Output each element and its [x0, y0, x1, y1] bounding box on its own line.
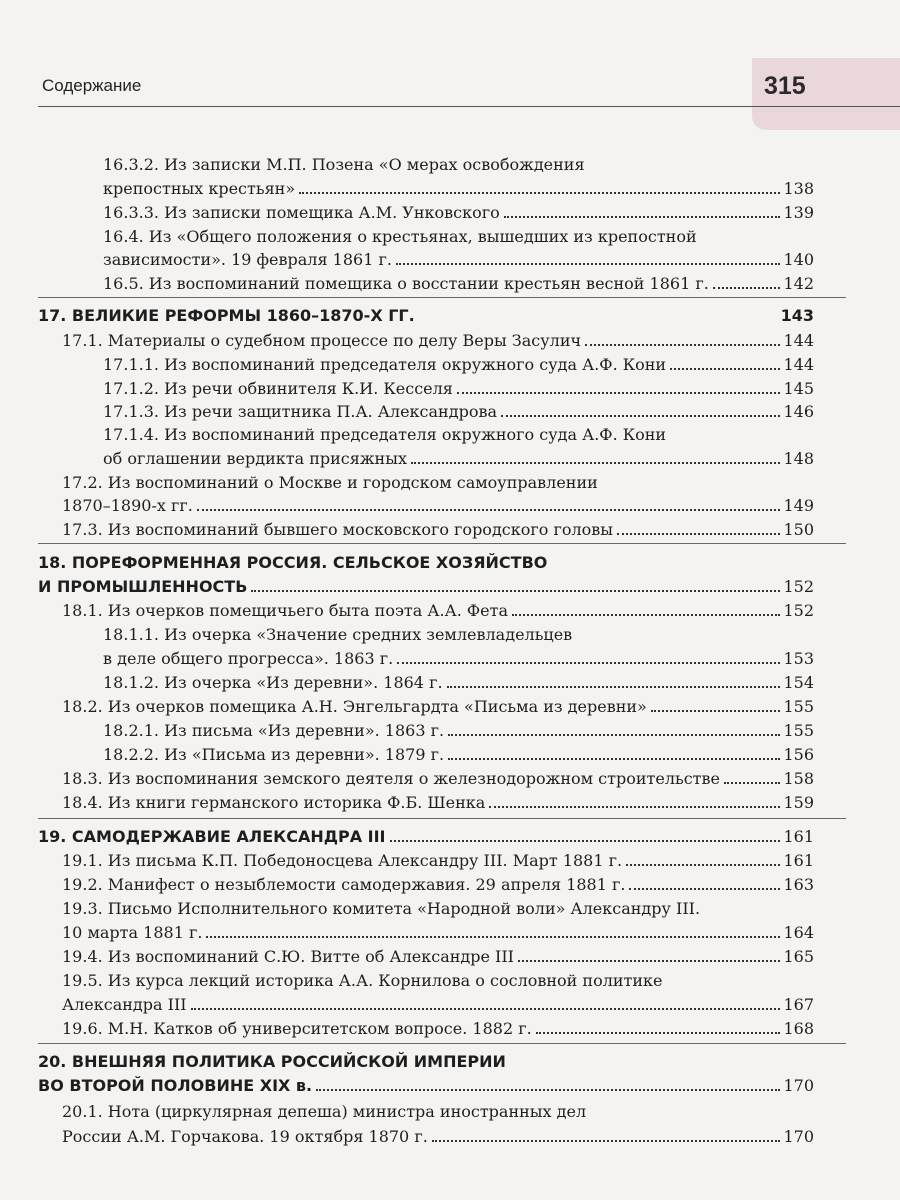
dot-leader — [206, 936, 780, 938]
section-title: ВО ВТОРОЙ ПОЛОВИНЕ XIX в. — [38, 1076, 313, 1095]
toc-page-number: 143 — [780, 306, 814, 325]
toc-entry[interactable] — [62, 519, 814, 541]
dot-leader — [489, 806, 780, 808]
toc-entry-text: 20.1. Нота (циркулярная депеша) министра иностранных дел — [62, 1102, 587, 1121]
dot-leader — [448, 734, 780, 736]
dot-leader — [713, 287, 781, 289]
dot-leader — [316, 1089, 780, 1091]
toc-entry[interactable] — [62, 1126, 814, 1148]
toc-entry[interactable] — [62, 922, 814, 944]
toc-entry-text: 18.1.2. Из очерка «Из деревни». 1864 г. — [103, 673, 443, 692]
toc-entry-text: 18.4. Из книги германского историка Ф.Б. Шенка — [62, 793, 486, 812]
section-divider — [38, 543, 846, 544]
dot-leader — [197, 509, 781, 511]
toc-page-number: 168 — [783, 1019, 814, 1038]
dot-leader — [419, 319, 778, 321]
dot-leader — [448, 758, 780, 760]
toc-page-number: 167 — [783, 995, 814, 1014]
toc-entry-text: 19.3. Письмо Исполнительного комитета «Народной воли» Александру III. — [62, 899, 701, 918]
toc-page-number: 152 — [783, 577, 814, 596]
toc-entry[interactable] — [103, 178, 814, 200]
dot-leader — [512, 614, 780, 616]
toc-entry-text: 17.1.4. Из воспоминаний председателя окружного суда А.Ф. Кони — [103, 425, 667, 444]
toc-page-number: 159 — [783, 793, 814, 812]
dot-leader — [629, 888, 780, 890]
dot-leader — [518, 960, 780, 962]
toc-page-number: 140 — [783, 250, 814, 269]
toc-entry-text: 16.3.2. Из записки М.П. Позена «О мерах освобождения — [103, 155, 585, 174]
toc-page-number: 156 — [783, 745, 814, 764]
dot-leader — [626, 864, 780, 866]
section-title: 20. ВНЕШНЯЯ ПОЛИТИКА РОССИЙСКОЙ ИМПЕРИИ — [38, 1052, 506, 1071]
section-title: 18. ПОРЕФОРМЕННАЯ РОССИЯ. СЕЛЬСКОЕ ХОЗЯЙСТВО — [38, 553, 548, 572]
toc-section-heading[interactable] — [38, 1075, 814, 1097]
toc-entry-text: 18.1. Из очерков помещичьего быта поэта А.А. Фета — [62, 601, 509, 620]
toc-entry-text: 17.1.1. Из воспоминаний председателя окружного суда А.Ф. Кони — [103, 355, 667, 374]
dot-leader — [396, 263, 781, 265]
toc-entry[interactable] — [103, 720, 814, 742]
toc-entry[interactable] — [103, 448, 814, 470]
toc-entry[interactable] — [62, 874, 814, 896]
toc-page-number: 158 — [783, 769, 814, 788]
dot-leader — [299, 192, 780, 194]
toc-page-number: 144 — [783, 331, 814, 350]
toc-entry-text: 16.5. Из воспоминаний помещика о восстании крестьян весной 1861 г. — [103, 274, 709, 293]
toc-page-number: 144 — [783, 355, 814, 374]
dot-leader — [447, 686, 781, 688]
section-title: 17. ВЕЛИКИЕ РЕФОРМЫ 1860–1870-Х ГГ. — [38, 306, 415, 325]
toc-entry-text: 17.1.3. Из речи защитника П.А. Александрова — [103, 402, 497, 421]
dot-leader — [191, 1008, 781, 1010]
dot-leader — [432, 1140, 781, 1142]
toc-page-number: 150 — [783, 520, 814, 539]
toc-entry[interactable] — [62, 495, 814, 517]
toc-entry-text: зависимости». 19 февраля 1861 г. — [103, 250, 392, 269]
toc-page-number: 163 — [783, 875, 814, 894]
dot-leader — [411, 462, 780, 464]
toc-entry[interactable] — [62, 1018, 814, 1040]
toc-section-heading[interactable] — [38, 826, 814, 848]
dot-leader — [390, 840, 781, 842]
section-divider — [38, 297, 846, 298]
toc-entry[interactable] — [62, 792, 814, 814]
toc-entry[interactable] — [103, 273, 814, 295]
toc-page-number: 165 — [783, 947, 814, 966]
toc-entry-text: 17.1. Материалы о судебном процессе по делу Веры Засулич — [62, 331, 582, 350]
section-title: И ПРОМЫШЛЕННОСТЬ — [38, 577, 248, 596]
toc-section-heading[interactable] — [38, 305, 814, 327]
toc-page-number: 170 — [783, 1127, 814, 1146]
toc-entry-text: 19.2. Манифест о незыблемости самодержавия. 29 апреля 1881 г. — [62, 875, 626, 894]
toc-page-number: 161 — [783, 851, 814, 870]
dot-leader — [724, 782, 780, 784]
toc-entry-text: 17.2. Из воспоминаний о Москве и городском самоуправлении — [62, 473, 598, 492]
section-divider — [38, 1043, 846, 1044]
toc-page-number: 170 — [783, 1076, 814, 1095]
toc-page-number: 139 — [783, 203, 814, 222]
toc-entry[interactable] — [103, 744, 814, 766]
toc-entry[interactable] — [62, 768, 814, 790]
toc-page-number: 155 — [783, 697, 814, 716]
dot-leader — [536, 1032, 781, 1034]
toc-entry-text: 16.4. Из «Общего положения о крестьянах, вышедших из крепостной — [103, 227, 697, 246]
toc-entry-text: в деле общего прогресса». 1863 г. — [103, 649, 394, 668]
toc-page-number: 152 — [783, 601, 814, 620]
toc-page-number: 138 — [783, 179, 814, 198]
toc-entry-text: 16.3.3. Из записки помещика А.М. Унковского — [103, 203, 500, 222]
toc-page-number: 161 — [783, 827, 814, 846]
toc-entry-text: 17.3. Из воспоминаний бывшего московского городского головы — [62, 520, 614, 539]
toc-entry[interactable] — [62, 330, 814, 352]
running-header: Содержание — [42, 76, 142, 95]
toc-entry-text: 18.2.1. Из письма «Из деревни». 1863 г. — [103, 721, 445, 740]
dot-leader — [457, 392, 781, 394]
toc-entry-text: 10 марта 1881 г. — [62, 923, 203, 942]
section-divider — [38, 818, 846, 819]
toc-entry-text: 18.2. Из очерков помещика А.Н. Энгельгардта «Письма из деревни» — [62, 697, 647, 716]
toc-entry-text: 19.1. Из письма К.П. Победоносцева Александру III. Март 1881 г. — [62, 851, 623, 870]
toc-section-heading[interactable] — [38, 576, 814, 598]
dot-leader — [504, 216, 781, 218]
toc-entry-text: 18.1.1. Из очерка «Значение средних землевладельцев — [103, 625, 573, 644]
dot-leader — [651, 710, 781, 712]
toc-page-number: 149 — [783, 496, 814, 515]
toc-entry[interactable] — [103, 354, 814, 376]
toc-entry-text: Александра III — [62, 995, 187, 1014]
section-title: 19. САМОДЕРЖАВИЕ АЛЕКСАНДРА III — [38, 827, 386, 846]
toc-entry-text: 19.4. Из воспоминаний С.Ю. Витте об Александре III — [62, 947, 514, 966]
toc-entry[interactable] — [62, 600, 814, 622]
toc-entry[interactable] — [103, 401, 814, 423]
toc-entry-text: 19.6. М.Н. Катков об университетском вопросе. 1882 г. — [62, 1019, 532, 1038]
toc-entry[interactable] — [62, 994, 814, 1016]
toc-entry[interactable] — [62, 850, 814, 872]
toc-entry-text: крепостных крестьян» — [103, 179, 296, 198]
toc-page-number: 148 — [783, 449, 814, 468]
toc-entry[interactable] — [103, 648, 814, 670]
dot-leader — [397, 662, 780, 664]
toc-entry-text: об оглашении вердикта присяжных — [103, 449, 407, 468]
toc-entry[interactable] — [62, 946, 814, 968]
toc-page-number: 142 — [783, 274, 814, 293]
dot-leader — [501, 415, 780, 417]
toc-entry-text: 17.1.2. Из речи обвинителя К.И. Кесселя — [103, 379, 453, 398]
toc-page-number: 146 — [783, 402, 814, 421]
toc-entry-text: 1870–1890-х гг. — [62, 496, 193, 515]
dot-leader — [617, 533, 780, 535]
toc-page-number: 145 — [783, 379, 814, 398]
toc-entry[interactable] — [103, 249, 814, 271]
dot-leader — [670, 368, 780, 370]
toc-entry[interactable] — [103, 672, 814, 694]
toc-entry[interactable] — [103, 202, 814, 224]
toc-entry-text: 18.3. Из воспоминания земского деятеля о железнодорожном строительстве — [62, 769, 720, 788]
toc-page-number: 155 — [783, 721, 814, 740]
toc-entry[interactable] — [103, 378, 814, 400]
dot-leader — [585, 344, 780, 346]
dot-leader — [251, 590, 780, 592]
toc-entry-text: России А.М. Горчакова. 19 октября 1870 г. — [62, 1127, 428, 1146]
page-number: 315 — [764, 72, 806, 100]
toc-entry[interactable] — [62, 696, 814, 718]
toc-entry-text: 19.5. Из курса лекций историка А.А. Корнилова о сословной политике — [62, 971, 663, 990]
toc-page-number: 154 — [783, 673, 814, 692]
toc-page-number: 164 — [783, 923, 814, 942]
toc-page-number: 153 — [783, 649, 814, 668]
toc-entry-text: 18.2.2. Из «Письма из деревни». 1879 г. — [103, 745, 445, 764]
